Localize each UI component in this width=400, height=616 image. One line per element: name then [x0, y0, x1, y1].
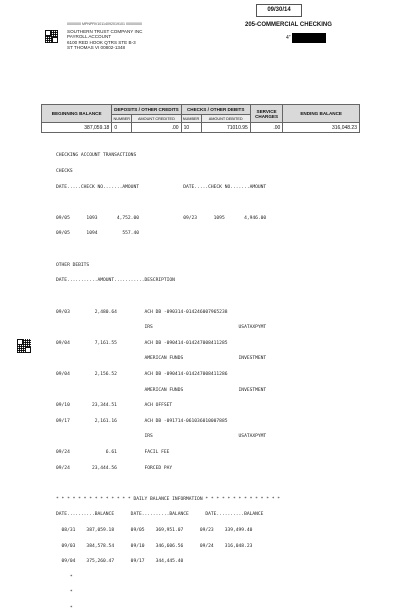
text-line: 09/04 375,260.47 09/17 344,445.40 [56, 559, 184, 565]
ending-balance-header: ENDING BALANCE [283, 105, 360, 123]
redacted-account-number [292, 33, 326, 43]
address-line: ST THOMAS VI 00802-1348 [67, 45, 126, 51]
qr-code-bottom [17, 339, 31, 353]
text-line: CHECKS [56, 169, 73, 175]
text-line: 08/31 387,059.18 09/05 369,951.07 09/23 339,499.40 [56, 528, 253, 534]
text-line [56, 200, 396, 205]
beginning-balance-value: 387,059.18 [42, 123, 112, 133]
text-line: 09/24 6.61 FACIL FEE [56, 449, 170, 455]
deposits-number-value: 0 [112, 123, 132, 133]
text-line: * [56, 574, 73, 580]
text-line: DATE...........AMOUNT...........DESCRIPTION [56, 278, 175, 284]
address-line: 6100 RED HOOK QTRS STE B-3 [67, 39, 136, 45]
text-line: IRS USATAXPYMT [56, 434, 267, 440]
text-line: 09/10 23,344.51 ACH OFFSET [56, 403, 173, 409]
amount-debited-header: AMOUNT DEBITED [201, 115, 250, 123]
text-line: 09/05 1094 557.40 [56, 231, 139, 237]
account-title: 205-COMMERCIAL CHECKING [245, 22, 332, 28]
qr-code-top [45, 30, 58, 43]
deposits-amount-value: .00 [132, 123, 181, 133]
checks-amount-value: 71010.95 [201, 123, 250, 133]
text-line: CHECKING ACCOUNT TRANSACTIONS [56, 153, 137, 159]
text-line: AMERICAN FUNDS INVESTMENT [56, 387, 267, 393]
text-line: 09/24 23,444.56 FORCED PAY [56, 465, 173, 471]
amount-credited-header: AMOUNT CREDITED [132, 115, 181, 123]
text-line: 09/03 2,480.64 ACH DB -090314-014246007965238 [56, 309, 228, 315]
service-charges-value: .00 [250, 123, 283, 133]
text-line: 09/05 1093 4,752.00 09/23 1095 4,946.00 [56, 215, 267, 221]
checks-number-value: 10 [181, 123, 201, 133]
address-line: PAYROLL ACCOUNT [67, 34, 112, 40]
beginning-balance-header: BEGINNING BALANCE [42, 105, 112, 123]
text-line: IRS USATAXPYMT [56, 325, 267, 331]
service-charges-header: SERVICE CHARGES [250, 105, 283, 123]
dep-number-header: NUMBER [113, 116, 131, 121]
account-summary-table [41, 104, 360, 133]
text-line: OTHER DEBITS [56, 262, 90, 268]
account-prefix: 4" [286, 35, 291, 41]
text-line: 09/04 2,156.52 ACH DB -090414-014247008411286 [56, 371, 228, 377]
text-line [56, 294, 396, 299]
text-line: AMERICAN FUNDS INVESTMENT [56, 356, 267, 362]
text-line: 09/17 2,161.16 ACH DB -091714-061036010007885 [56, 418, 228, 424]
text-line: 09/04 7,161.55 ACH DB -090414-014247008411285 [56, 340, 228, 346]
text-line: * [56, 590, 73, 596]
statement-date: 09/30/14 [256, 4, 302, 17]
text-line: DATE..........BALANCE DATE..........BALANCE DATE..........BALANCE [56, 512, 264, 518]
deposits-header: DEPOSITS / OTHER CREDITS [112, 105, 181, 115]
address-line: SOUTHERN TRUST COMPANY INC [67, 29, 143, 34]
mailing-address [67, 29, 142, 51]
text-line [56, 247, 396, 252]
text-line: * * * * * * * * * * * * * * DAILY BALANCE INFORMATION * * * * * * * * * * * * * * [56, 496, 281, 502]
text-line: 09/03 384,578.54 09/10 346,606.56 09/24 316,048.23 [56, 543, 253, 549]
ending-balance-value: 316,048.23 [283, 123, 360, 133]
text-line: * [56, 606, 73, 612]
text-line: DATE.....CHECK NO.......AMOUNT DATE.....CHECK NO.......AMOUNT [56, 184, 267, 190]
checks-header: CHECKS / OTHER DEBITS [181, 105, 250, 115]
transactions-body [56, 143, 396, 616]
statement-code: 0000000 MPNPRV10114092019101 00000000 [67, 22, 143, 26]
chk-number-header: NUMBER [182, 116, 200, 121]
text-line [56, 481, 396, 486]
